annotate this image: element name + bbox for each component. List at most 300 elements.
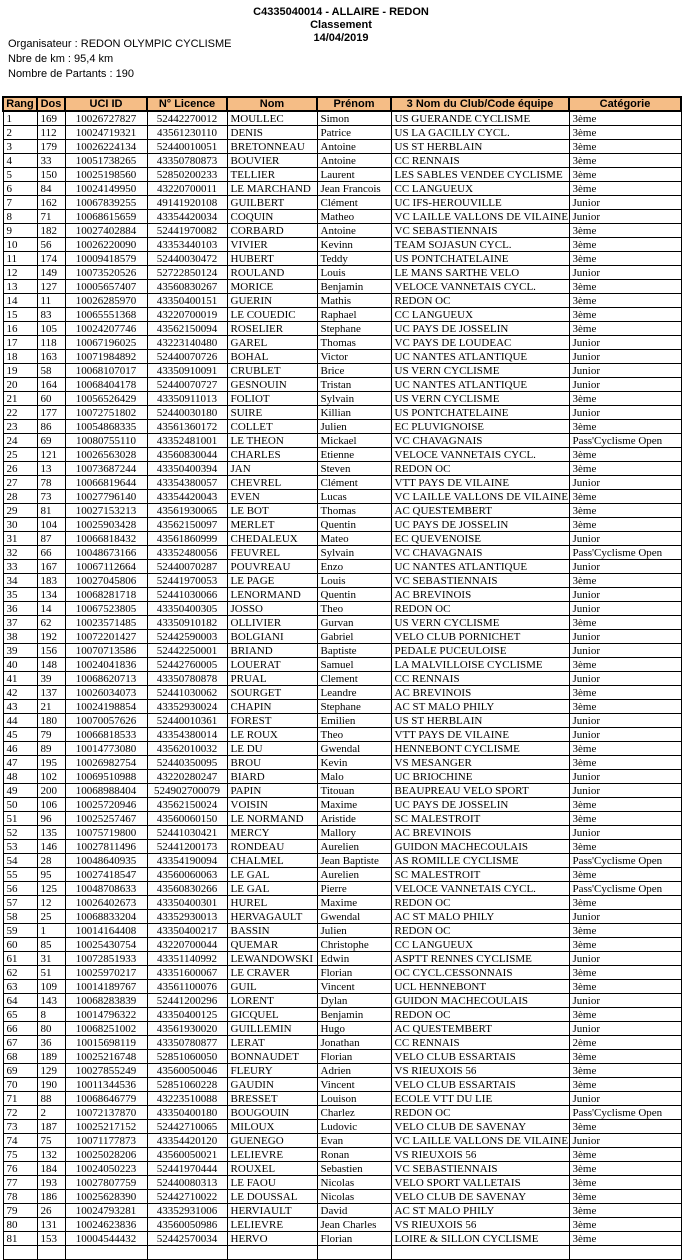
cell-club: REDON OC [391, 924, 569, 938]
cell-dos: 21 [37, 700, 65, 714]
cell-licence: 43560050046 [147, 1064, 227, 1078]
cell-licence: 52442250001 [147, 644, 227, 658]
cell-licence: 52440350095 [147, 756, 227, 770]
cell-dos: 106 [37, 798, 65, 812]
cell-nom: BRIAND [227, 644, 317, 658]
cell-nom: LE GAL [227, 882, 317, 896]
cell-rang: 76 [3, 1162, 37, 1176]
cell-uci-id: 10025257467 [65, 812, 147, 826]
cell-dos: 2 [37, 1106, 65, 1120]
cell-uci-id: 10026727827 [65, 111, 147, 126]
empty-cell [569, 1246, 681, 1260]
cell-rang: 50 [3, 798, 37, 812]
cell-nom: LE CRAVER [227, 966, 317, 980]
cell-categorie: 3ème [569, 504, 681, 518]
cell-categorie: 3ème [569, 938, 681, 952]
cell-prenom: Mateo [317, 532, 391, 546]
cell-rang: 39 [3, 644, 37, 658]
table-row [3, 714, 681, 728]
cell-uci-id: 10025628390 [65, 1190, 147, 1204]
cell-dos: 134 [37, 588, 65, 602]
cell-club: REDON OC [391, 1008, 569, 1022]
cell-prenom: Louison [317, 1092, 391, 1106]
cell-club: ASPTT RENNES CYCLISME [391, 952, 569, 966]
cell-club: VC SEBASTIENNAIS [391, 224, 569, 238]
table-row [3, 490, 681, 504]
cell-club: LE MANS SARTHE VELO [391, 266, 569, 280]
cell-categorie: 3ème [569, 686, 681, 700]
cell-uci-id: 10014796322 [65, 1008, 147, 1022]
table-row [3, 546, 681, 560]
cell-dos: 135 [37, 826, 65, 840]
table-row [3, 840, 681, 854]
cell-licence: 52442760005 [147, 658, 227, 672]
table-row [3, 1050, 681, 1064]
cell-nom: BOHAL [227, 350, 317, 364]
cell-categorie: 3ème [569, 294, 681, 308]
cell-rang: 19 [3, 364, 37, 378]
cell-licence: 43220700011 [147, 182, 227, 196]
cell-prenom: Dylan [317, 994, 391, 1008]
cell-nom: CHAPIN [227, 700, 317, 714]
cell-nom: HERVAGAULT [227, 910, 317, 924]
cell-club: AC ST MALO PHILY [391, 910, 569, 924]
cell-nom: HERVO [227, 1232, 317, 1246]
cell-dos: 187 [37, 1120, 65, 1134]
cell-dos: 162 [37, 196, 65, 210]
cell-nom: LELIEVRE [227, 1148, 317, 1162]
cell-nom: MILOUX [227, 1120, 317, 1134]
cell-nom: LE MARCHAND [227, 182, 317, 196]
cell-dos: 167 [37, 560, 65, 574]
cell-prenom: Stephane [317, 322, 391, 336]
cell-nom: COLLET [227, 420, 317, 434]
cell-licence: 43350400180 [147, 1106, 227, 1120]
cell-rang: 75 [3, 1148, 37, 1162]
cell-categorie: 3ème [569, 392, 681, 406]
cell-prenom: Teddy [317, 252, 391, 266]
cell-uci-id: 10005657407 [65, 280, 147, 294]
cell-categorie: 3ème [569, 1050, 681, 1064]
cell-prenom: Evan [317, 1134, 391, 1148]
cell-dos: 80 [37, 1022, 65, 1036]
cell-nom: CHARLES [227, 448, 317, 462]
cell-uci-id: 10027045806 [65, 574, 147, 588]
cell-licence: 43561930020 [147, 1022, 227, 1036]
cell-prenom: Florian [317, 966, 391, 980]
cell-prenom: Nicolas [317, 1176, 391, 1190]
cell-categorie: 3ème [569, 420, 681, 434]
cell-club: LOIRE & SILLON CYCLISME [391, 1232, 569, 1246]
cell-club: VS MESANGER [391, 756, 569, 770]
cell-nom: HUREL [227, 896, 317, 910]
cell-dos: 150 [37, 168, 65, 182]
cell-licence: 43352481001 [147, 434, 227, 448]
cell-rang: 60 [3, 938, 37, 952]
cell-uci-id: 10069510988 [65, 770, 147, 784]
cell-dos: 28 [37, 854, 65, 868]
cell-dos: 149 [37, 266, 65, 280]
cell-rang: 34 [3, 574, 37, 588]
cell-categorie: 3ème [569, 490, 681, 504]
cell-licence: 52442570034 [147, 1232, 227, 1246]
cell-club: EC PLUVIGNOISE [391, 420, 569, 434]
cell-club: CC RENNAIS [391, 672, 569, 686]
cell-licence: 52440080313 [147, 1176, 227, 1190]
cell-club: VELOCE VANNETAIS CYCL. [391, 448, 569, 462]
cell-nom: LE COUEDIC [227, 308, 317, 322]
cell-uci-id: 10025216748 [65, 1050, 147, 1064]
cell-nom: LORENT [227, 994, 317, 1008]
cell-nom: CORBARD [227, 224, 317, 238]
table-row [3, 1106, 681, 1120]
cell-rang: 57 [3, 896, 37, 910]
cell-club: UC PAYS DE JOSSELIN [391, 798, 569, 812]
cell-rang: 36 [3, 602, 37, 616]
cell-dos: 85 [37, 938, 65, 952]
cell-club: SC MALESTROIT [391, 868, 569, 882]
cell-categorie: Pass'Cyclisme Open [569, 1106, 681, 1120]
table-row [3, 952, 681, 966]
cell-licence: 43561100076 [147, 980, 227, 994]
table-row [3, 700, 681, 714]
cell-rang: 62 [3, 966, 37, 980]
cell-prenom: Thomas [317, 336, 391, 350]
cell-club: VC CHAVAGNAIS [391, 434, 569, 448]
cell-categorie: Junior [569, 532, 681, 546]
cell-uci-id: 10068404178 [65, 378, 147, 392]
cell-club: VTT PAYS DE VILAINE [391, 728, 569, 742]
cell-categorie: Junior [569, 770, 681, 784]
cell-club: US LA GACILLY CYCL. [391, 126, 569, 140]
table-row [3, 686, 681, 700]
table-row [3, 238, 681, 252]
cell-rang: 37 [3, 616, 37, 630]
table-row [3, 322, 681, 336]
cell-dos: 51 [37, 966, 65, 980]
cell-licence: 52442270012 [147, 111, 227, 126]
cell-licence: 524902700079 [147, 784, 227, 798]
cell-categorie: 3ème [569, 126, 681, 140]
empty-cell [37, 1246, 65, 1260]
cell-dos: 104 [37, 518, 65, 532]
cell-categorie: 3ème [569, 742, 681, 756]
cell-categorie: Junior [569, 210, 681, 224]
cell-rang: 35 [3, 588, 37, 602]
cell-licence: 43220280247 [147, 770, 227, 784]
cell-dos: 96 [37, 812, 65, 826]
cell-rang: 72 [3, 1106, 37, 1120]
cell-rang: 17 [3, 336, 37, 350]
cell-club: AC QUESTEMBERT [391, 1022, 569, 1036]
cell-licence: 52442710022 [147, 1190, 227, 1204]
cell-nom: FEUVREL [227, 546, 317, 560]
cell-nom: GUIL [227, 980, 317, 994]
table-row [3, 868, 681, 882]
cell-licence: 43560830267 [147, 280, 227, 294]
cell-club: VC CHAVAGNAIS [391, 546, 569, 560]
cell-prenom: Gwendal [317, 910, 391, 924]
cell-prenom: Gabriel [317, 630, 391, 644]
cell-nom: LE THEON [227, 434, 317, 448]
cell-dos: 73 [37, 490, 65, 504]
cell-club: VELO CLUB PORNICHET [391, 630, 569, 644]
table-row [3, 658, 681, 672]
table-row [3, 462, 681, 476]
cell-categorie: 3ème [569, 322, 681, 336]
cell-uci-id: 10027855249 [65, 1064, 147, 1078]
cell-dos: 25 [37, 910, 65, 924]
cell-prenom: Adrien [317, 1064, 391, 1078]
cell-dos: 60 [37, 392, 65, 406]
cell-licence: 52441970082 [147, 224, 227, 238]
cell-dos: 102 [37, 770, 65, 784]
cell-nom: VIVIER [227, 238, 317, 252]
cell-dos: 89 [37, 742, 65, 756]
cell-uci-id: 10048708633 [65, 882, 147, 896]
cell-rang: 79 [3, 1204, 37, 1218]
table-row [3, 126, 681, 140]
race-info-block [8, 37, 232, 82]
classement-subtitle: Classement [310, 19, 372, 31]
cell-licence: 52441200173 [147, 840, 227, 854]
cell-categorie: Pass'Cyclisme Open [569, 546, 681, 560]
cell-uci-id: 10054868335 [65, 420, 147, 434]
table-row [3, 1148, 681, 1162]
distance-line: Nbre de km : 95,4 km [8, 53, 114, 65]
cell-prenom: Julien [317, 420, 391, 434]
cell-rang: 59 [3, 924, 37, 938]
cell-prenom: Steven [317, 462, 391, 476]
cell-categorie: 3ème [569, 896, 681, 910]
table-row [3, 812, 681, 826]
cell-licence: 43352931006 [147, 1204, 227, 1218]
cell-uci-id: 10026224134 [65, 140, 147, 154]
cell-uci-id: 10024793281 [65, 1204, 147, 1218]
cell-categorie: 3ème [569, 1176, 681, 1190]
cell-uci-id: 10048673166 [65, 546, 147, 560]
cell-licence: 43350780873 [147, 154, 227, 168]
cell-prenom: Ronan [317, 1148, 391, 1162]
cell-uci-id: 10026563028 [65, 448, 147, 462]
cell-nom: CHALMEL [227, 854, 317, 868]
cell-uci-id: 10024719321 [65, 126, 147, 140]
col-header-dos: Dos [37, 97, 65, 111]
cell-categorie: 3ème [569, 182, 681, 196]
table-row [3, 532, 681, 546]
empty-cell [317, 1246, 391, 1260]
col-header-nom: Nom [227, 97, 317, 111]
cell-dos: 78 [37, 476, 65, 490]
cell-dos: 146 [37, 840, 65, 854]
cell-prenom: Vincent [317, 980, 391, 994]
col-header-categorie: Catégorie [569, 97, 681, 111]
cell-dos: 8 [37, 1008, 65, 1022]
cell-nom: ROULAND [227, 266, 317, 280]
cell-nom: BIARD [227, 770, 317, 784]
cell-categorie: 3ème [569, 252, 681, 266]
cell-uci-id: 10065551368 [65, 308, 147, 322]
starters-line: Nombre de Partants : 190 [8, 68, 134, 80]
cell-prenom: Florian [317, 1232, 391, 1246]
cell-nom: LERAT [227, 1036, 317, 1050]
cell-prenom: Patrice [317, 126, 391, 140]
cell-club: VELOCE VANNETAIS CYCL. [391, 882, 569, 896]
table-row [3, 1022, 681, 1036]
cell-uci-id: 10073520526 [65, 266, 147, 280]
cell-rang: 11 [3, 252, 37, 266]
cell-categorie: 3ème [569, 700, 681, 714]
empty-cell [3, 1246, 37, 1260]
cell-uci-id: 10068281718 [65, 588, 147, 602]
cell-prenom: Victor [317, 350, 391, 364]
cell-categorie: Junior [569, 1134, 681, 1148]
table-row [3, 224, 681, 238]
cell-nom: EVEN [227, 490, 317, 504]
cell-categorie: 3ème [569, 1232, 681, 1246]
cell-club: CC LANGUEUX [391, 182, 569, 196]
cell-dos: 125 [37, 882, 65, 896]
cell-licence: 52441970444 [147, 1162, 227, 1176]
cell-rang: 28 [3, 490, 37, 504]
cell-uci-id: 10026982754 [65, 756, 147, 770]
cell-uci-id: 10067196025 [65, 336, 147, 350]
cell-categorie: Junior [569, 630, 681, 644]
cell-uci-id: 10072851933 [65, 952, 147, 966]
cell-categorie: Junior [569, 644, 681, 658]
cell-dos: 183 [37, 574, 65, 588]
cell-prenom: Quentin [317, 518, 391, 532]
cell-dos: 200 [37, 784, 65, 798]
cell-prenom: Benjamin [317, 280, 391, 294]
cell-categorie: 3ème [569, 1008, 681, 1022]
cell-club: VC SEBASTIENNAIS [391, 574, 569, 588]
cell-rang: 31 [3, 532, 37, 546]
cell-prenom: Clément [317, 476, 391, 490]
cell-licence: 52851060050 [147, 1050, 227, 1064]
cell-prenom: Christophe [317, 938, 391, 952]
table-row [3, 182, 681, 196]
cell-club: REDON OC [391, 896, 569, 910]
cell-licence: 52440010051 [147, 140, 227, 154]
cell-uci-id: 10024207746 [65, 322, 147, 336]
cell-nom: ROUXEL [227, 1162, 317, 1176]
cell-prenom: Florian [317, 1050, 391, 1064]
table-row [3, 1218, 681, 1232]
cell-categorie: Junior [569, 672, 681, 686]
cell-rang: 38 [3, 630, 37, 644]
cell-uci-id: 10025217152 [65, 1120, 147, 1134]
cell-rang: 12 [3, 266, 37, 280]
cell-categorie: 3ème [569, 812, 681, 826]
cell-licence: 43560060063 [147, 868, 227, 882]
cell-dos: 156 [37, 644, 65, 658]
table-row [3, 1190, 681, 1204]
cell-licence: 52722850124 [147, 266, 227, 280]
cell-dos: 137 [37, 686, 65, 700]
cell-rang: 46 [3, 742, 37, 756]
cell-club: VC SEBASTIENNAIS [391, 1162, 569, 1176]
cell-club: US GUERANDE CYCLISME [391, 111, 569, 126]
cell-club: CC RENNAIS [391, 154, 569, 168]
cell-club: VS RIEUXOIS 56 [391, 1064, 569, 1078]
cell-rang: 22 [3, 406, 37, 420]
cell-prenom: Laurent [317, 168, 391, 182]
cell-nom: VOISIN [227, 798, 317, 812]
cell-rang: 26 [3, 462, 37, 476]
cell-rang: 52 [3, 826, 37, 840]
cell-categorie: 3ème [569, 980, 681, 994]
cell-categorie: Junior [569, 826, 681, 840]
cell-club: VELO SPORT VALLETAIS [391, 1176, 569, 1190]
cell-prenom: Hugo [317, 1022, 391, 1036]
cell-categorie: 3ème [569, 448, 681, 462]
cell-licence: 43351600067 [147, 966, 227, 980]
table-row [3, 616, 681, 630]
cell-categorie: Pass'Cyclisme Open [569, 854, 681, 868]
cell-club: SC MALESTROIT [391, 812, 569, 826]
cell-uci-id: 10014773080 [65, 742, 147, 756]
cell-rang: 13 [3, 280, 37, 294]
cell-dos: 143 [37, 994, 65, 1008]
cell-dos: 195 [37, 756, 65, 770]
cell-club: AC BREVINOIS [391, 686, 569, 700]
cell-licence: 43354190094 [147, 854, 227, 868]
empty-cell [147, 1246, 227, 1260]
cell-rang: 5 [3, 168, 37, 182]
table-row [3, 210, 681, 224]
cell-uci-id: 10014189767 [65, 980, 147, 994]
cell-uci-id: 10068107017 [65, 364, 147, 378]
cell-dos: 58 [37, 364, 65, 378]
cell-dos: 109 [37, 980, 65, 994]
cell-licence: 43562150094 [147, 322, 227, 336]
cell-uci-id: 10066818432 [65, 532, 147, 546]
cell-licence: 43353440103 [147, 238, 227, 252]
cell-prenom: Sylvain [317, 392, 391, 406]
cell-nom: BONNAUDET [227, 1050, 317, 1064]
cell-prenom: Antoine [317, 224, 391, 238]
cell-uci-id: 10024050223 [65, 1162, 147, 1176]
cell-dos: 112 [37, 126, 65, 140]
cell-prenom: Maxime [317, 798, 391, 812]
table-row [3, 420, 681, 434]
cell-dos: 189 [37, 1050, 65, 1064]
cell-dos: 84 [37, 182, 65, 196]
cell-club: VELO CLUB ESSARTAIS [391, 1050, 569, 1064]
cell-uci-id: 10024149950 [65, 182, 147, 196]
cell-nom: GESNOUIN [227, 378, 317, 392]
cell-nom: GUENEGO [227, 1134, 317, 1148]
cell-nom: COQUIN [227, 210, 317, 224]
cell-categorie: Pass'Cyclisme Open [569, 434, 681, 448]
cell-categorie: 3ème [569, 1064, 681, 1078]
cell-rang: 73 [3, 1120, 37, 1134]
cell-categorie: 3ème [569, 238, 681, 252]
table-row [3, 518, 681, 532]
cell-dos: 180 [37, 714, 65, 728]
cell-rang: 51 [3, 812, 37, 826]
cell-rang: 71 [3, 1092, 37, 1106]
cell-licence: 43562010032 [147, 742, 227, 756]
cell-rang: 78 [3, 1190, 37, 1204]
cell-rang: 43 [3, 700, 37, 714]
cell-licence: 43350400305 [147, 602, 227, 616]
cell-nom: LE NORMAND [227, 812, 317, 826]
table-row [3, 111, 681, 126]
cell-club: UC PAYS DE JOSSELIN [391, 322, 569, 336]
table-row [3, 504, 681, 518]
